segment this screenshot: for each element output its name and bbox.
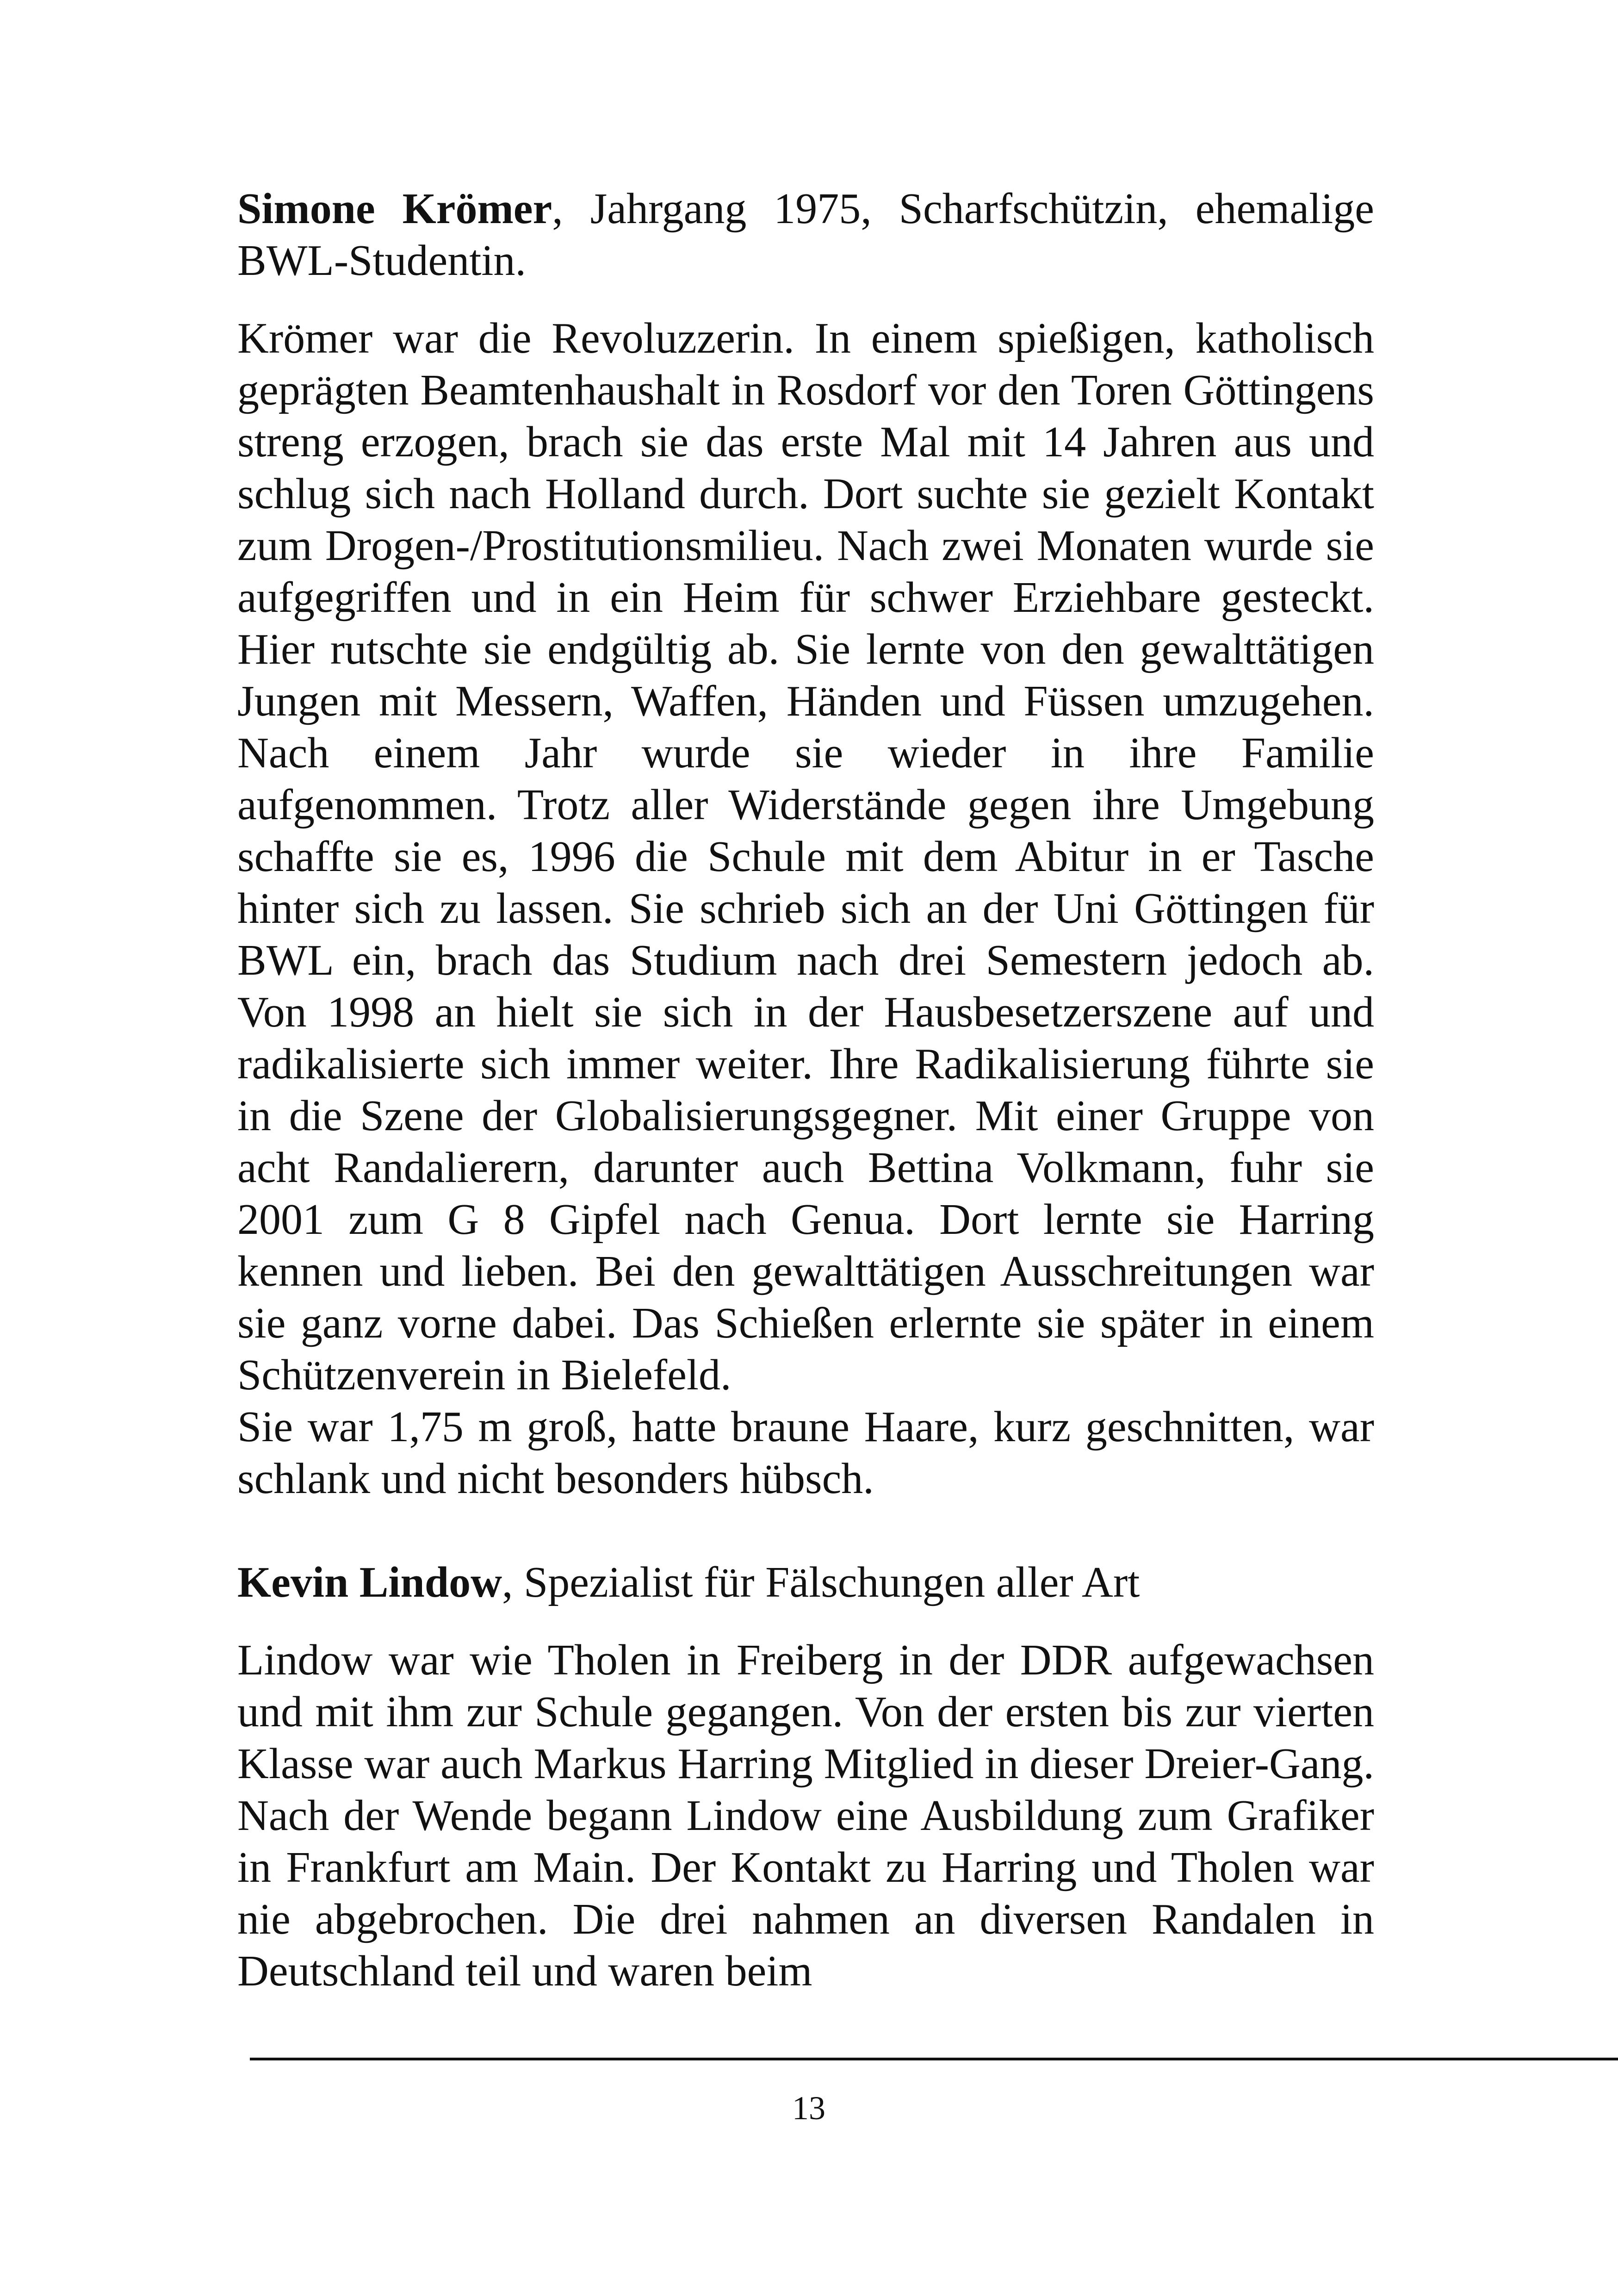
bio-paragraph: Krömer war die Revoluzzerin. In einem spießigen, katholisch geprägten Beamtenhaushalt in Rosdorf vor den Toren Göttingens streng erzogen, brach sie das erste Mal mit 14 Jahren aus und schlug sich nach Holland durch. Dort suchte sie gezielt Kontakt zum Drogen-/Prostitutionsmilieu. Nach zwei Monaten wurde sie aufgegriffen und in ein Heim für schwer Erziehbare gesteckt. Hier rutschte sie endgültig ab. Sie lernte von den gewalttätigen Jungen mit Messern, Waffen, Händen und Füssen umzugehen. Nach einem Jahr wurde sie wieder in ihre Familie aufgenommen. Trotz aller Widerstände gegen ihre Umgebung schaffte sie es, 1996 die Schule mit dem Abitur in er Tasche hinter sich zu lassen. Sie schrieb sich an der Uni Göttingen für BWL ein, brach das Studium nach drei Semestern jedoch ab. Von 1998 an hielt sie sich in der Hausbesetzerszene auf und radikalisierte sich immer weiter. Ihre Radikalisierung führte sie in die Szene der Globalisierungsgegner. Mit einer Gruppe von acht Randalierern, darunter auch Bettina Volkmann, fuhr sie 2001 zum G 8 Gipfel nach Genua. Dort lernte sie Harring kennen und lieben. Bei den gewalttätigen Ausschreitungen war sie ganz vorne dabei. Das Schießen erlernte sie später in einem Schützenverein in Bielefeld.: [237, 314, 1374, 1399]
spacer: [237, 1505, 1374, 1556]
person-name: Simone Krömer: [237, 185, 552, 233]
page-number: 13: [792, 2090, 825, 2127]
bio-paragraph: Lindow war wie Tholen in Freiberg in der DDR aufgewachsen und mit ihm zur Schule gegangen. Von der ersten bis zur vierten Klasse war auch Markus Harring Mitglied in dieser Dreier-Gang. Nach der Wende begann Lindow eine Ausbildung zum Grafiker in Frankfurt am Main. Der Kontakt zu Harring und Tholen war nie abgebrochen. Die drei nahmen an diversen Randalen in Deutschland teil und waren beim: [237, 1636, 1374, 1995]
person-descriptor: , Jahrgang 1975, Scharfschützin, ehemalige BWL-Studentin.: [237, 185, 1374, 285]
spacer: [237, 1608, 1374, 1634]
person-descriptor: , Spezialist für Fälschungen aller Art: [502, 1558, 1140, 1606]
page-body: [237, 183, 1374, 1997]
entry-heading-kroemer: [237, 183, 1374, 286]
spacer: [237, 286, 1374, 312]
footer-divider: [250, 2058, 1618, 2060]
bio-paragraph: Sie war 1,75 m groß, hatte braune Haare, kurz geschnitten, war schlank und nicht besonders hübsch.: [237, 1403, 1374, 1503]
person-name: Kevin Lindow: [237, 1558, 502, 1606]
entry-heading-lindow: [237, 1556, 1374, 1608]
